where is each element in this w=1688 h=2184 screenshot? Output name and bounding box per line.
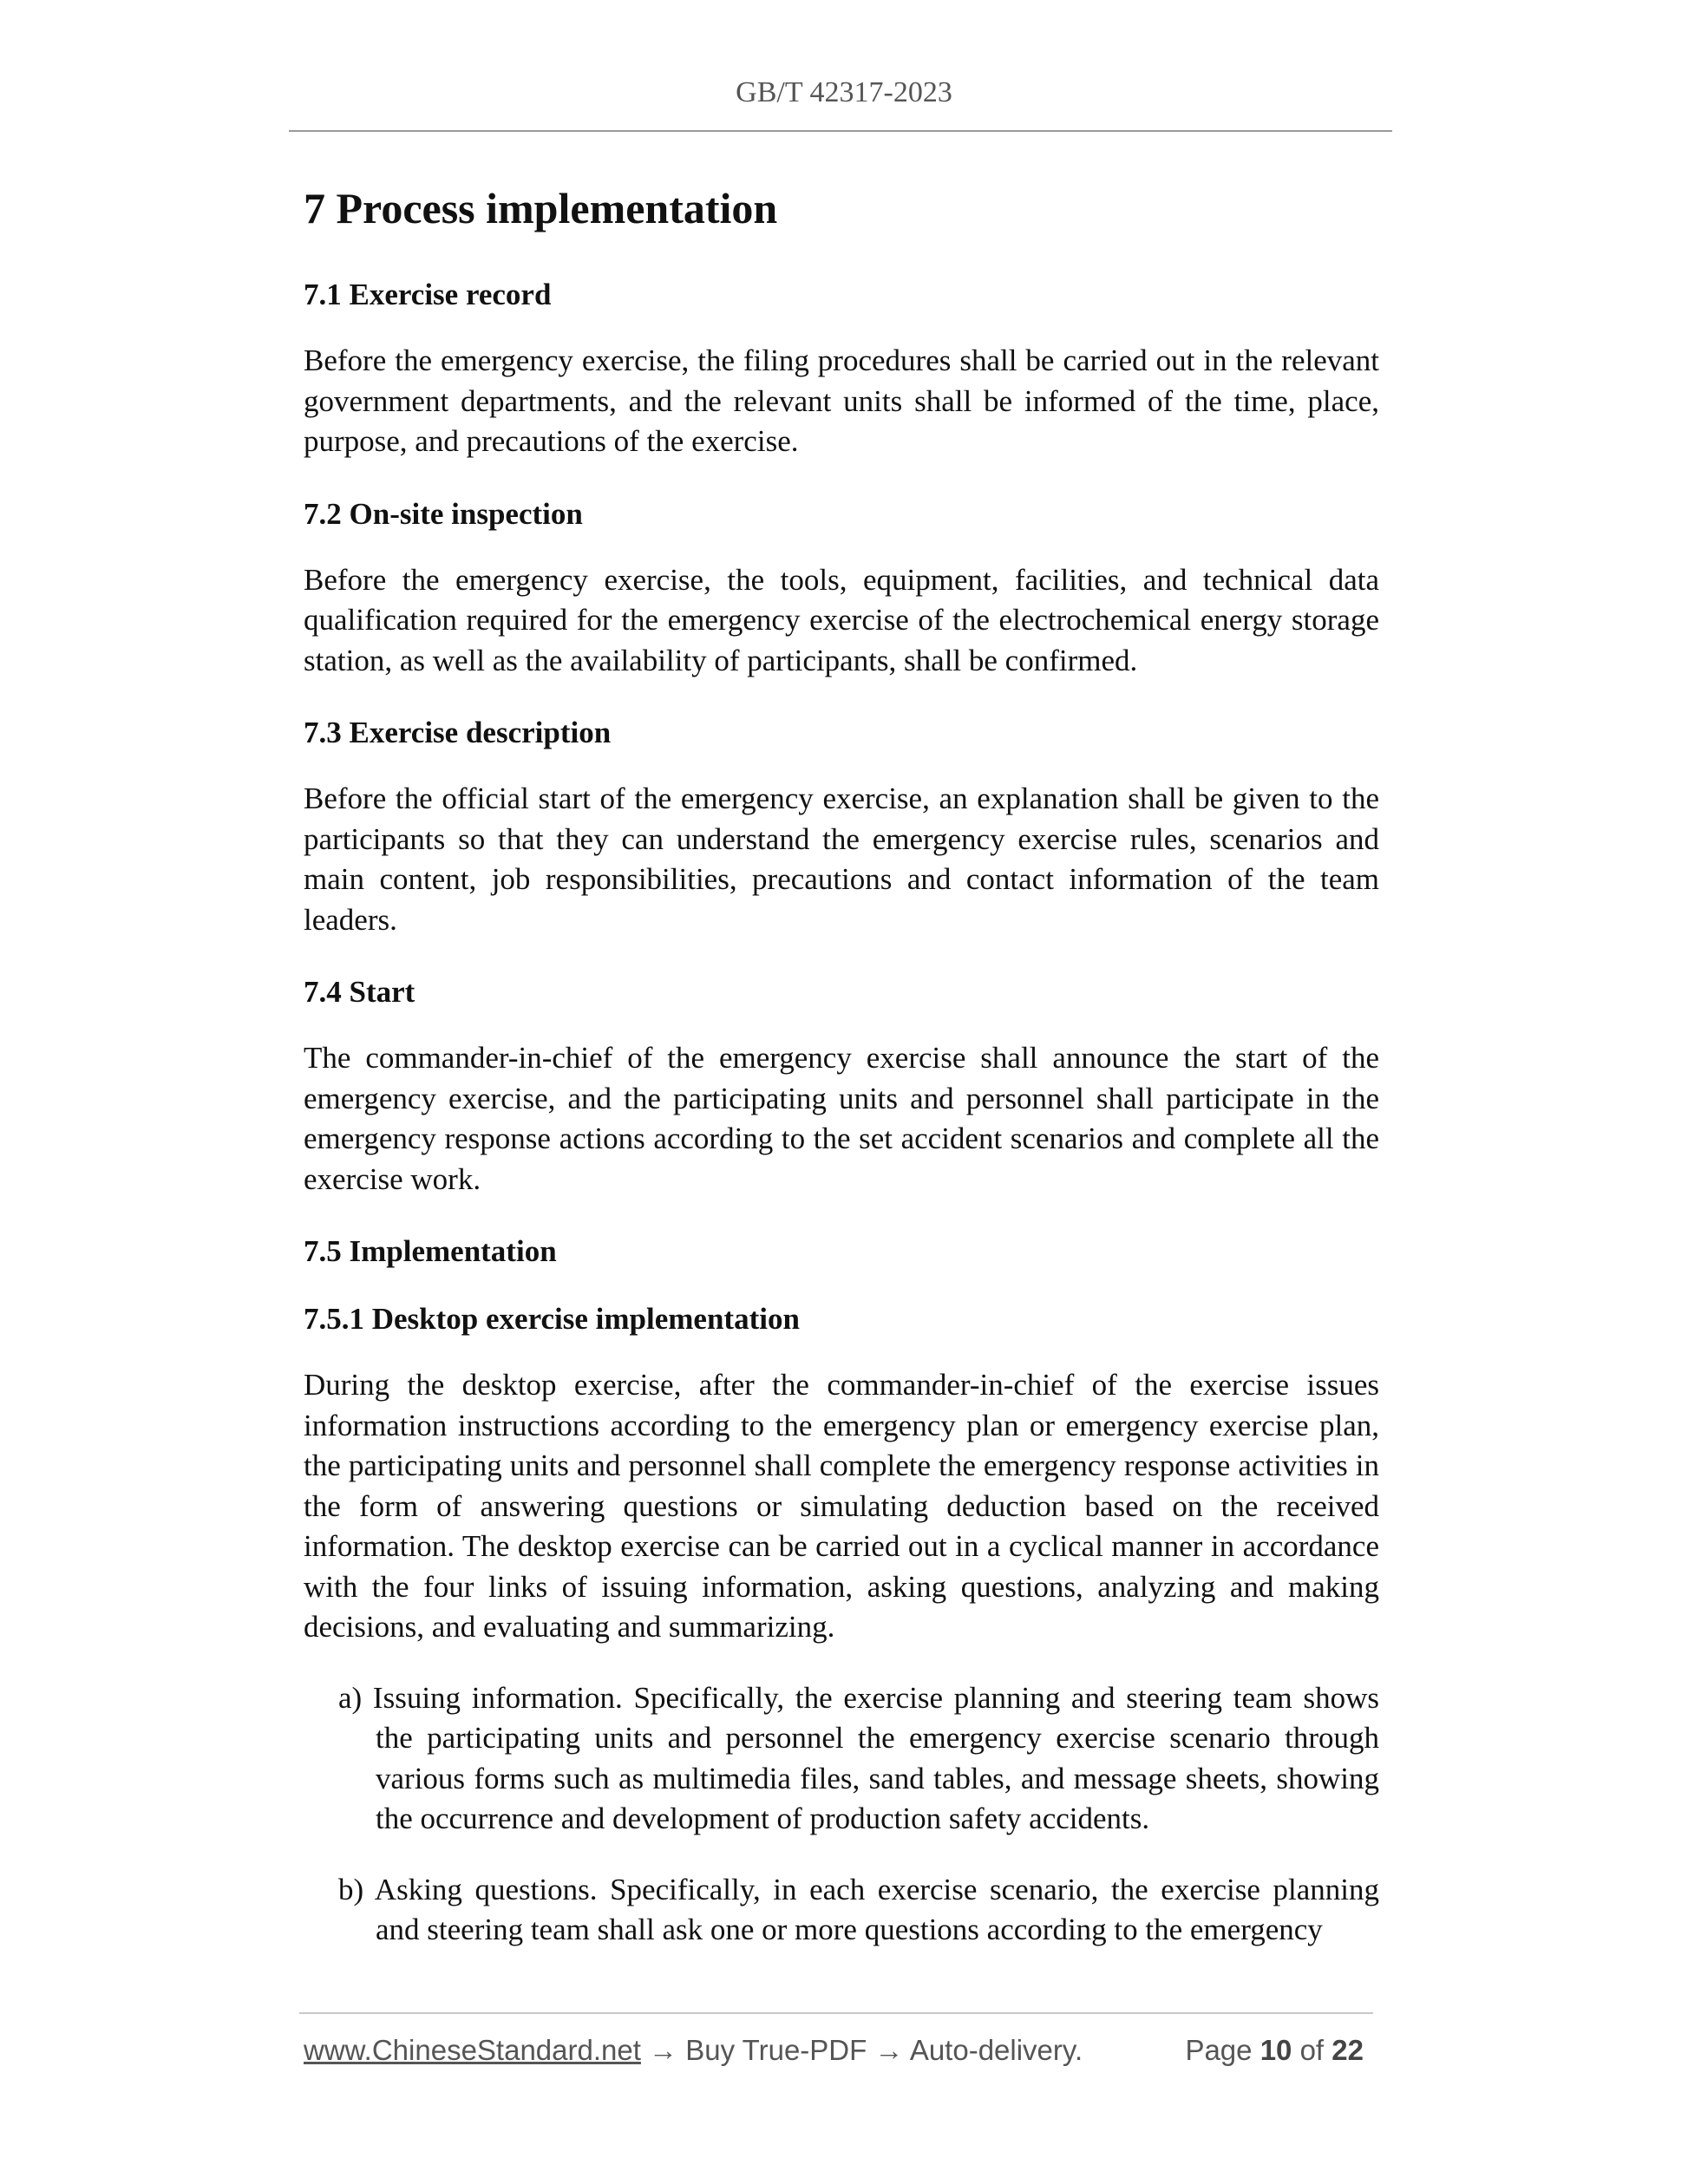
- header-divider: [289, 130, 1392, 132]
- list-item: a) Issuing information. Specifically, the exercise planning and steering team shows the participating units and personnel the emergency exercise scenario through various forms such as multimedia files, sand tables, and message sheets, showing the occurrence and development of production safety accidents.: [338, 1680, 1379, 1835]
- exercise-steps-list: [304, 1678, 1379, 1951]
- footer-divider: [299, 2012, 1373, 2014]
- heading-7-2: 7.2 On-site inspection: [304, 496, 583, 531]
- heading-7-5: 7.5 Implementation: [304, 1234, 557, 1268]
- promo-text: → Buy True-PDF → Auto-delivery.: [640, 2034, 1083, 2066]
- page-current: 10: [1259, 2034, 1292, 2066]
- paragraph-7-5-1: During the desktop exercise, after the commander-in-chief of the exercise issues information instructions according to the emergency plan or emergency exercise plan, the participating units and personnel shall complete the emergency response activities in the form of answering questions or simulating deduction based on the received information. The desktop exercise can be carried out in a cyclical manner in accordance with the four links of issuing information, asking questions, analyzing and making decisions, and evaluating and summarizing.: [304, 1368, 1379, 1644]
- paragraph-7-2: Before the emergency exercise, the tools, equipment, facilities, and technical data qualification required for the emergency exercise of the electrochemical energy storage station, as well as the availability of participants, shall be confirmed.: [304, 562, 1379, 677]
- page-footer: [304, 2030, 1371, 2071]
- page-indicator: [1185, 2030, 1364, 2071]
- page-total: 22: [1331, 2034, 1364, 2066]
- heading-7-4: 7.4 Start: [304, 975, 415, 1009]
- heading-7-3: 7.3 Exercise description: [304, 716, 612, 749]
- section-title: 7 Process implementation: [304, 184, 778, 232]
- list-item: b) Asking questions. Specifically, in each exercise scenario, the exercise planning and steering team shall ask one or more questions according to the emergency: [338, 1872, 1379, 1946]
- heading-7-1: 7.1 Exercise record: [304, 278, 552, 311]
- document-body: [304, 178, 1379, 1981]
- page-of: of: [1299, 2034, 1325, 2066]
- paragraph-7-3: Before the official start of the emergency exercise, an explanation shall be given to the participants so that they can understand the emergency exercise rules, scenarios and main content, job responsibilities, precautions and contact information of the team leaders.: [304, 781, 1379, 937]
- document-code: GB/T 42317-2023: [736, 76, 952, 108]
- heading-7-5-1: 7.5.1 Desktop exercise implementation: [304, 1302, 800, 1336]
- page-label: Page: [1185, 2034, 1253, 2066]
- paragraph-7-1: Before the emergency exercise, the filing procedures shall be carried out in the relevant government departments, and the relevant units shall be informed of the time, place, purpose, and precautions of the exercise.: [304, 343, 1379, 458]
- paragraph-7-4: The commander-in-chief of the emergency exercise shall announce the start of the emergency exercise, and the participating units and personnel shall participate in the emergency response actions according to the set accident scenarios and complete all the exercise work.: [304, 1041, 1379, 1196]
- website-link[interactable]: www.ChineseStandard.net: [304, 2034, 641, 2066]
